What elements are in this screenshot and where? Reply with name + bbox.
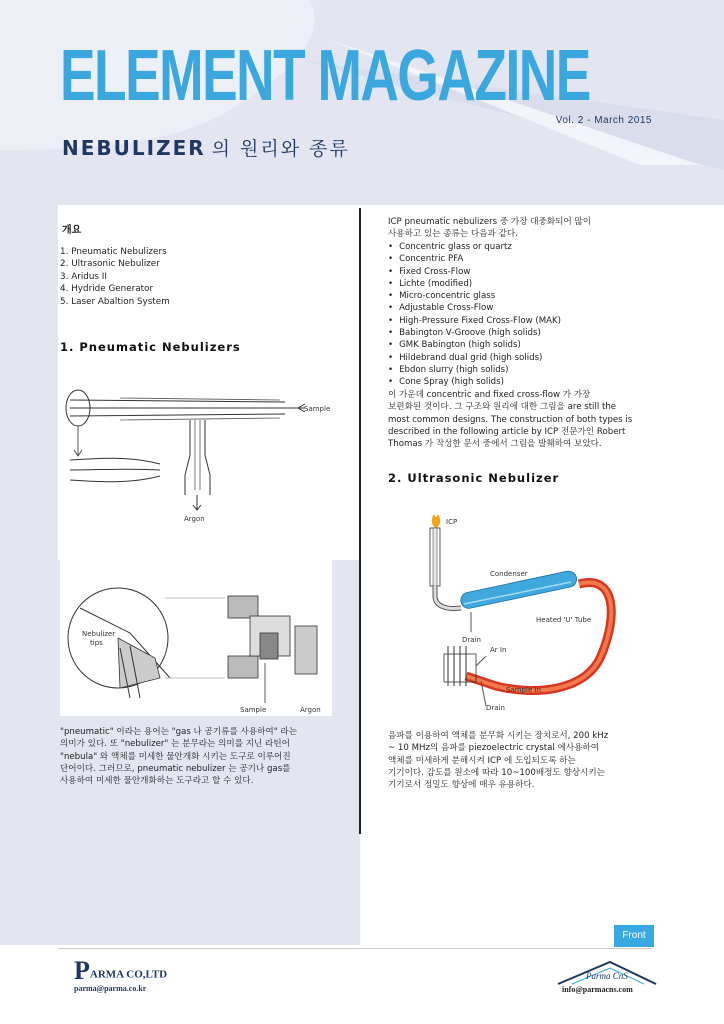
paragraph-line: "nebula" 와 액체를 미세한 물안개화 시키는 도구로 이루어진 — [60, 751, 291, 762]
paragraph-line: 의미가 있다. 또 "nebulizer" 는 분무라는 의미를 지닌 라틴어 — [60, 739, 290, 750]
ultra-ar-in-label: Ar In — [490, 646, 507, 654]
design-item: • Ebdon slurry (high solids) — [388, 364, 561, 376]
paragraph-line: ~ 10 MHz의 음파를 piezoelectric crystal 에사용하여 — [388, 743, 600, 754]
paragraph-line: 이 가운데 concentric and fixed cross-flow 가 가장 — [388, 390, 591, 400]
concentric-nebulizer-figure — [60, 360, 330, 525]
parma-email[interactable]: parma@parma.co.kr — [74, 984, 147, 993]
design-item: • GMK Babington (high solids) — [388, 339, 561, 351]
parma-cns-logo — [552, 958, 662, 986]
paragraph-line: ICP pneumatic nebulizers 중 가장 대중화되어 많이 — [388, 217, 592, 227]
overview-item: 1. Pneumatic Nebulizers — [60, 247, 167, 257]
overview-item: 4. Hydride Generator — [60, 284, 154, 295]
paragraph-line: most common designs. The construction of both types is — [388, 414, 633, 425]
overview-item: 5. Laser Abaltion System — [60, 296, 170, 307]
nebulizer-tips-diagram — [60, 538, 332, 716]
design-item: • Micro-concentric glass — [388, 290, 561, 302]
ultrasonic-nebulizer-figure — [386, 506, 648, 716]
design-item: • Hildebrand dual grid (high solids) — [388, 352, 561, 364]
headline-korean: 의 원리와 종류 — [211, 138, 350, 160]
paragraph-line: 사용하고 있는 종류는 다음과 같다. — [388, 229, 518, 240]
ultrasonic-paragraph — [388, 730, 688, 791]
overview-item: 2. Ultrasonic Nebulizer — [60, 259, 160, 270]
design-item: • Concentric PFA — [388, 253, 561, 265]
design-item: • Concentric glass or quartz — [388, 241, 561, 253]
fig2-argon-label: Argon — [300, 706, 321, 714]
paragraph-line: 보편화된 것이다. 그 구조와 원리에 대한 그림을 are still the — [388, 402, 617, 413]
ultrasonic-nebulizer-diagram — [386, 506, 648, 716]
ultra-condenser-label: Condenser — [490, 570, 528, 578]
paragraph-line: 단어이다. 그러므로, pneumatic nebulizer 는 공기나 gas를 — [60, 763, 291, 774]
ultra-drain-label-1: Drain — [462, 636, 481, 644]
footer-divider — [58, 948, 652, 949]
column-divider — [359, 208, 361, 834]
ultra-drain-label-2: Drain — [486, 704, 505, 712]
nebulizer-design-list — [388, 241, 561, 389]
fig1-sample-label: Sample — [304, 405, 330, 413]
paragraph-line: Thomas 가 작성한 문서 중에서 그림을 발췌하여 보았다. — [388, 439, 602, 450]
magazine-title-text: ELEMENT MAGAZINE — [60, 36, 590, 116]
paragraph-line: 음파를 이용하여 액체를 분무화 시키는 장치로서, 200 kHz — [388, 731, 609, 741]
ultrasonic-heading: 2. Ultrasonic Nebulizer — [388, 471, 560, 485]
design-item: • Cone Spray (high solids) — [388, 376, 561, 388]
parma-logo-mark: P — [74, 956, 90, 985]
parma-cns-email[interactable]: info@parmacns.com — [562, 985, 633, 994]
fig2-tips-label-1: Nebulizer — [82, 630, 116, 638]
overview-list — [60, 246, 170, 308]
ultra-icp-label: ICP — [446, 518, 458, 526]
paragraph-line: described in the following article by ICP 전문가인 Robert — [388, 426, 626, 437]
concentric-nebulizer-diagram — [60, 360, 330, 525]
design-item: • Babington V-Groove (high solids) — [388, 327, 561, 339]
fig1-argon-label: Argon — [184, 515, 205, 523]
fig2-sample-label: Sample — [240, 706, 267, 714]
magazine-title — [60, 36, 660, 116]
paragraph-line: "pneumatic" 이라는 용어는 "gas 나 공기류를 사용하여" 라는 — [60, 727, 298, 737]
headline-english: NEBULIZER — [62, 136, 206, 160]
design-item: • High-Pressure Fixed Cross-Flow (MAK) — [388, 315, 561, 327]
fig2-tips-label-2: tips — [90, 639, 103, 647]
design-item: • Adjustable Cross-Flow — [388, 302, 561, 314]
ultra-sample-in-label: Sample In — [506, 686, 541, 694]
front-page-button[interactable]: Front — [614, 925, 654, 947]
parma-logo-text: ARMA CO,LTD — [89, 968, 168, 981]
design-item: • Lichte (modified) — [388, 278, 561, 290]
overview-heading: 개요 — [62, 225, 82, 236]
pneumatic-paragraph — [60, 726, 355, 787]
paragraph-line: 기기이다. 감도를 원소에 따라 10~100배정도 향상시키는 — [388, 767, 605, 778]
parma-cns-logo-text: Parma CnS — [586, 971, 628, 981]
paragraph-line: 액체를 미세하게 분해시켜 ICP 에 도입되도록 하는 — [388, 755, 576, 766]
overview-item: 3. Aridus II — [60, 271, 107, 282]
paragraph-line: 기기로서 정밀도 향상에 매우 유용하다. — [388, 780, 535, 791]
nebulizer-tips-figure — [60, 538, 332, 716]
designs-intro — [388, 216, 688, 241]
design-item: • Fixed Cross-Flow — [388, 266, 561, 278]
paragraph-line: 사용하여 미세한 물안개화하는 도구라고 할 수 있다. — [60, 776, 254, 787]
ultra-tube-label: Heated 'U' Tube — [536, 616, 592, 624]
article-headline — [62, 134, 350, 161]
designs-outro — [388, 389, 688, 450]
pneumatic-heading: 1. Pneumatic Nebulizers — [60, 340, 241, 354]
volume-date: Vol. 2 - March 2015 — [555, 115, 652, 126]
